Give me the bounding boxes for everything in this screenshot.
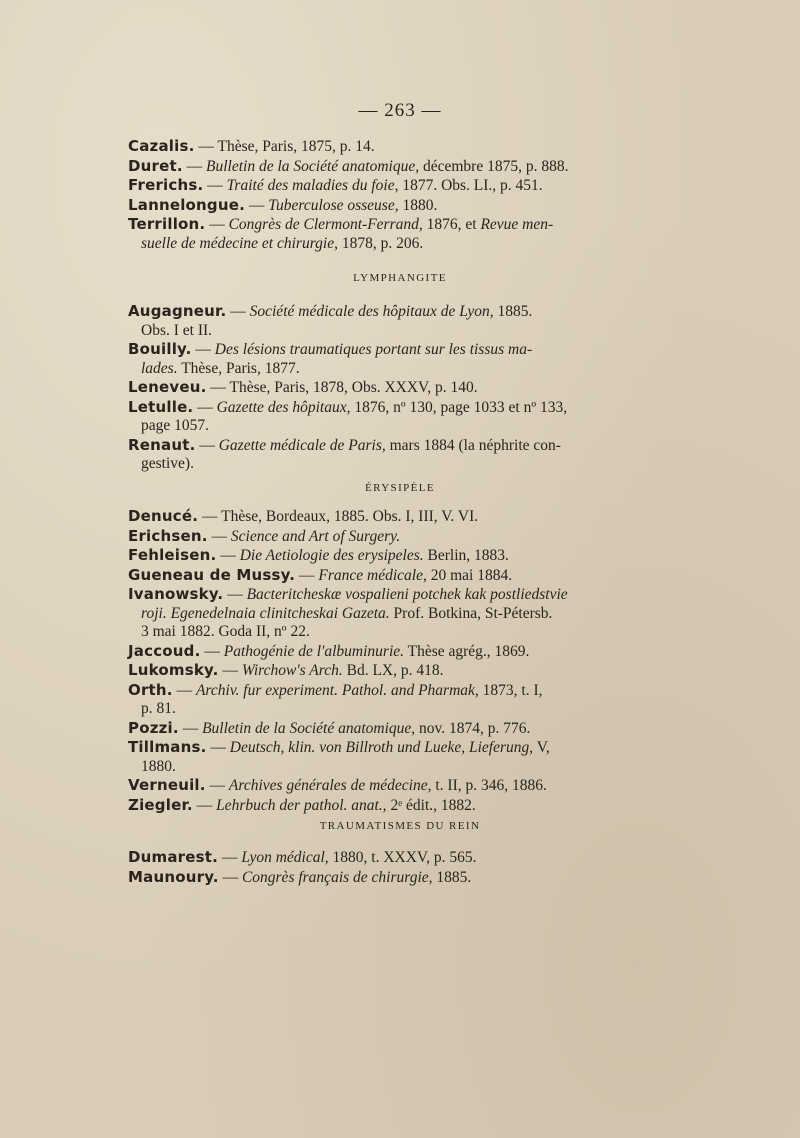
bibliography-entry	[128, 507, 564, 527]
bibliography-entry	[128, 176, 564, 196]
entry-continuation	[128, 605, 564, 624]
bibliography-entry	[128, 156, 569, 177]
entry-title: Gazette des hôpitaux,	[216, 398, 351, 416]
entry-title: Des lésions traumatiques portant sur les tissus ma-	[214, 341, 533, 358]
entry-text: —	[195, 436, 219, 454]
section-heading-lymphangite: LYMPHANGITE	[353, 272, 447, 284]
entry-title: Traité des maladies du foie,	[226, 177, 399, 194]
entry-author: Tillmans.	[128, 738, 207, 756]
entry-text: Thèse agrég., 1869.	[404, 642, 530, 660]
entry-text: —	[205, 777, 229, 794]
entry-continuation	[128, 235, 564, 254]
entry-author: Terrillon.	[128, 215, 206, 233]
entry-text: Bd. LX, p. 418.	[342, 662, 444, 679]
entry-title: Revue men-	[480, 216, 554, 233]
entry-author: Bouilly.	[128, 340, 192, 358]
bibliography-block-intro	[128, 137, 569, 253]
bibliography-entry	[128, 848, 564, 868]
section-heading-traumatismes-du-rein: TRAUMATISMES DU REIN	[319, 820, 481, 832]
entry-text: 1876, nº 130, page 1033 et nº 133,	[350, 398, 568, 416]
entry-author: Erichsen.	[128, 526, 208, 545]
entry-continuation	[128, 322, 564, 341]
bibliography-entry	[128, 340, 564, 378]
entry-text: 20 mai 1884.	[426, 566, 513, 584]
bibliography-entry	[128, 436, 564, 474]
entry-text: — Thèse, Paris, 1878, Obs. XXXV, p. 140.	[206, 379, 478, 396]
entry-title: Gazette médicale de Paris,	[218, 436, 386, 454]
entry-title: Archives générales de médecine,	[228, 777, 432, 794]
bibliography-entry	[128, 585, 568, 642]
entry-text: p. 81.	[141, 700, 176, 717]
entry-text: 1876, et	[422, 216, 481, 233]
entry-title: Tuberculose osseuse,	[268, 196, 399, 214]
entry-author: Cazalis.	[128, 137, 195, 155]
section-heading-erysipele: ÉRYSIPÈLE	[364, 482, 436, 494]
entry-text: —	[218, 868, 242, 886]
bibliography-entry	[128, 546, 564, 566]
entry-title: suelle de médecine et chirurgie,	[141, 234, 338, 252]
bibliography-entry	[128, 719, 564, 739]
bibliography-entry	[128, 776, 564, 796]
entry-text: —	[223, 586, 247, 603]
bibliography-entry	[128, 681, 564, 719]
entry-text: 1880.	[141, 757, 176, 775]
entry-author: Dumarest.	[128, 848, 219, 866]
bibliography-entry	[128, 868, 564, 888]
entry-text: — Thèse, Paris, 1875, p. 14.	[194, 138, 375, 155]
entry-text: nov. 1874, p. 776.	[415, 719, 531, 737]
entry-author: Letulle.	[128, 397, 194, 416]
entry-text: —	[205, 216, 229, 233]
entry-title: Bulletin de la Société anatomique,	[206, 157, 420, 175]
entry-text: —	[207, 527, 231, 545]
entry-text: page 1057.	[141, 417, 210, 434]
entry-author: Denucé.	[128, 507, 199, 525]
entry-title: Bacteritcheskæ vospalieni potchek kak postliedstvie	[246, 586, 568, 603]
entry-text: —	[192, 796, 217, 814]
entry-author: Renaut.	[128, 435, 196, 454]
entry-author: Frerichs.	[128, 176, 204, 194]
bibliography-entry	[128, 796, 564, 816]
entry-continuation	[128, 700, 564, 719]
entry-title: Lehrbuch der pathol. anat.,	[216, 796, 387, 814]
bibliography-block-traumatismes	[128, 848, 564, 887]
entry-author: Gueneau de Mussy.	[128, 565, 296, 584]
entry-text: —	[216, 547, 240, 564]
entry-text: —	[206, 739, 230, 756]
entry-text: 1877. Obs. LI., p. 451.	[398, 177, 543, 194]
page-number: — 263 —	[358, 100, 442, 121]
entry-title: Congrès français de chirurgie,	[241, 868, 433, 886]
bibliography-block-lymphangite	[128, 302, 568, 474]
bibliography-entry	[128, 397, 568, 436]
entry-title: Bulletin de la Société anatomique,	[202, 719, 416, 737]
entry-text: 3 mai 1882. Goda II, nº 22.	[141, 623, 310, 640]
bibliography-entry	[128, 527, 564, 547]
entry-author: Lannelongue.	[128, 195, 246, 214]
entry-text: 2ᵉ édit., 1882.	[386, 796, 476, 814]
entry-title: roji. Egenedelnaia clinitcheskai Gazeta.	[141, 604, 390, 622]
entry-text: Obs. I et II.	[141, 321, 213, 339]
entry-author: Orth.	[128, 680, 173, 699]
entry-continuation	[128, 360, 564, 379]
entry-text: —	[191, 341, 215, 358]
entry-text: 1873, t. I,	[478, 681, 543, 699]
entry-text: 1885.	[493, 303, 533, 320]
entry-continuation	[128, 455, 564, 474]
entry-title: France médicale,	[318, 566, 427, 584]
entry-author: Leneveu.	[128, 378, 207, 396]
entry-text: —	[245, 196, 269, 214]
bibliography-entry	[128, 661, 564, 681]
entry-title: Congrès de Clermont-Ferrand,	[228, 216, 423, 233]
entry-text: —	[226, 303, 250, 320]
entry-text: —	[295, 566, 319, 584]
entry-author: Fehleisen.	[128, 546, 217, 564]
entry-text: —	[178, 719, 203, 737]
entry-author: Augagneur.	[128, 302, 227, 320]
entry-title: Lyon médical,	[241, 849, 329, 866]
bibliography-block-erysipele	[128, 507, 568, 815]
entry-text: Thèse, Paris, 1877.	[177, 359, 300, 377]
entry-text: 1880, t. XXXV, p. 565.	[328, 849, 477, 866]
entry-author: Pozzi.	[128, 718, 179, 737]
bibliography-entry	[128, 215, 564, 253]
entry-title: Die Aetiologie des erysipeles.	[239, 547, 424, 564]
entry-title: Société médicale des hôpitaux de Lyon,	[249, 303, 494, 320]
bibliography-entry	[128, 378, 564, 398]
entry-text: —	[203, 177, 227, 194]
entry-text: —	[193, 398, 217, 416]
bibliography-entry	[128, 196, 564, 216]
entry-text: — Thèse, Bordeaux, 1885. Obs. I, III, V. VI.	[198, 508, 479, 525]
entry-author: Jaccoud.	[128, 641, 201, 660]
entry-author: Ivanowsky.	[128, 585, 224, 603]
bibliography-entry	[128, 566, 564, 586]
entry-text: —	[182, 157, 207, 175]
entry-text: 1880.	[398, 196, 438, 214]
entry-title: Wirchow's Arch.	[241, 662, 343, 679]
entry-text: —	[218, 662, 242, 679]
entry-text: —	[218, 849, 242, 866]
entry-text: décembre 1875, p. 888.	[419, 157, 569, 175]
entry-title: Pathogénie de l'albuminurie.	[223, 642, 405, 660]
entry-title: Science and Art of Surgery.	[230, 527, 401, 545]
entry-text: t. II, p. 346, 1886.	[431, 777, 547, 794]
entry-title: Deutsch, klin. von Billroth und Lueke, Lieferung,	[229, 739, 534, 756]
entry-text: 1885.	[432, 868, 472, 886]
entry-title: Archiv. fur experiment. Pathol. and Pharmak,	[195, 681, 479, 699]
entry-continuation	[128, 758, 564, 777]
entry-text: —	[200, 642, 224, 660]
entry-title: lades.	[141, 359, 178, 377]
entry-text: mars 1884 (la néphrite con-	[385, 436, 561, 454]
entry-text: gestive).	[141, 455, 194, 472]
entry-continuation	[128, 417, 564, 436]
entry-author: Maunoury.	[128, 867, 219, 886]
bibliography-entry	[128, 738, 564, 776]
entry-continuation	[128, 623, 564, 642]
entry-author: Duret.	[128, 156, 183, 175]
entry-author: Ziegler.	[128, 795, 193, 814]
entry-author: Verneuil.	[128, 776, 206, 794]
entry-author: Lukomsky.	[128, 661, 219, 679]
entry-text: 1878, p. 206.	[337, 234, 424, 252]
entry-text: Prof. Botkina, St-Pétersb.	[389, 604, 553, 622]
bibliography-entry	[128, 642, 564, 662]
entry-text: —	[172, 681, 196, 699]
entry-text: V,	[533, 739, 550, 756]
bibliography-entry	[128, 137, 564, 157]
entry-text: Berlin, 1883.	[423, 547, 509, 564]
bibliography-entry	[128, 302, 564, 340]
